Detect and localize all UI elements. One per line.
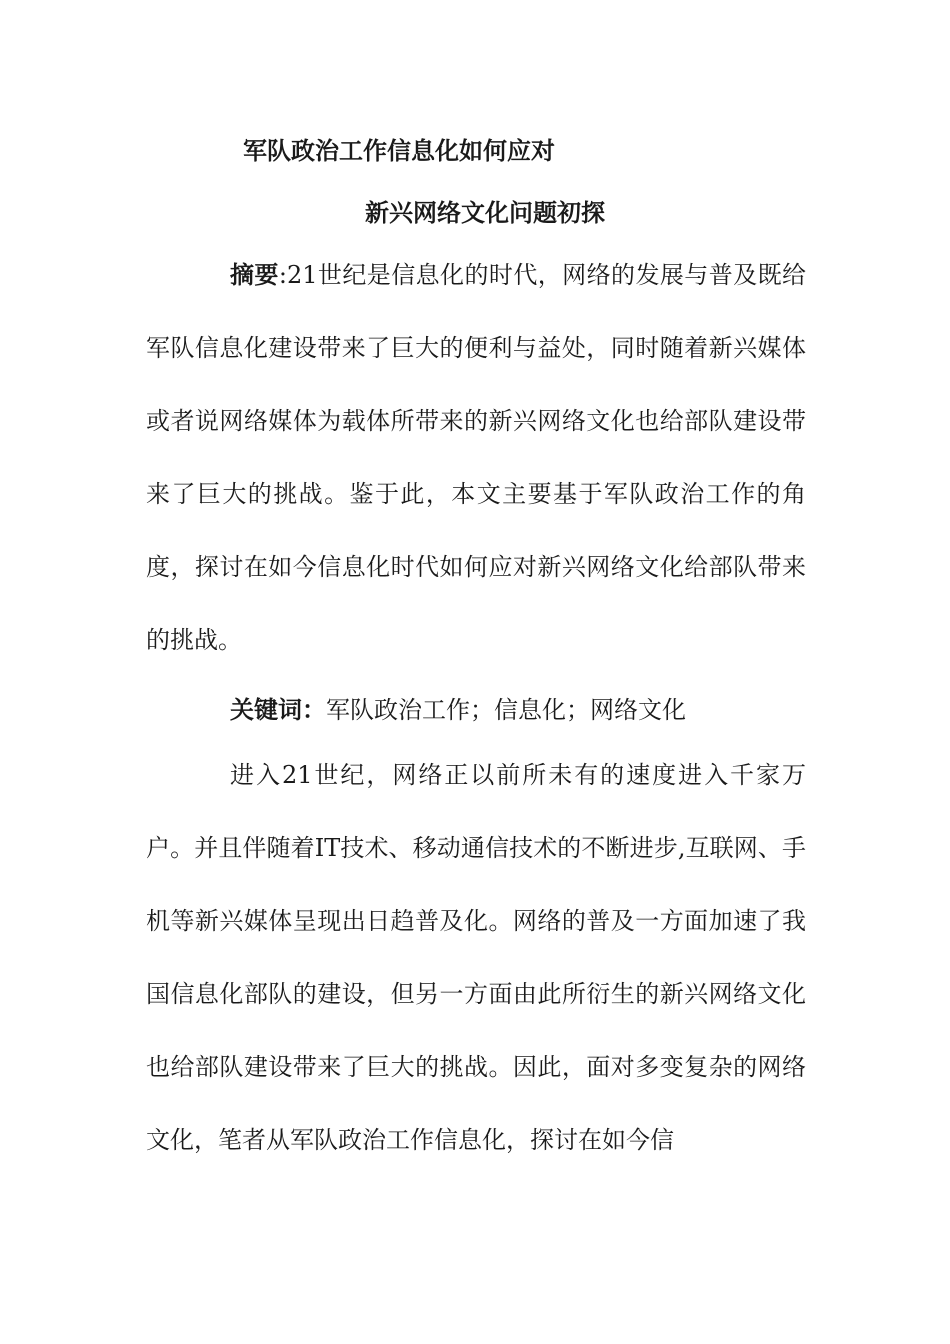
- title-line-2: 新兴网络文化问题初探: [365, 199, 605, 227]
- abstract-paragraph: [146, 239, 806, 677]
- abstract-label: 摘要: [230, 261, 279, 289]
- title-line-1: 军队政治工作信息化如何应对: [243, 137, 555, 165]
- keywords-paragraph: [146, 680, 806, 740]
- abstract-text: :21世纪是信息化的时代，网络的发展与普及既给军队信息化建设带来了巨大的便利与益处，同时随着新兴媒体或者说网络媒体为载体所带来的新兴网络文化也给部队建设带来了巨大的挑战。鉴于此，本文主要基于军队政治工作的角度，探讨在如今信息化时代如何应对新兴网络文化给部队带来的挑战。: [146, 261, 807, 654]
- body-paragraph: 进入21世纪，网络正以前所未有的速度进入千家万户。并且伴随着IT技术、移动通信技术的不断进步,互联网、手机等新兴媒体呈现出日趋普及化。网络的普及一方面加速了我国信息化部队的建设，但另一方面由此所衍生的新兴网络文化也给部队建设带来了巨大的挑战。因此，面对多变复杂的网络文化，笔者从军队政治工作信息化，探讨在如今信: [146, 761, 806, 1154]
- keywords-label: 关键词：: [230, 696, 326, 724]
- keywords-text: 军队政治工作；信息化；网络文化: [326, 696, 686, 724]
